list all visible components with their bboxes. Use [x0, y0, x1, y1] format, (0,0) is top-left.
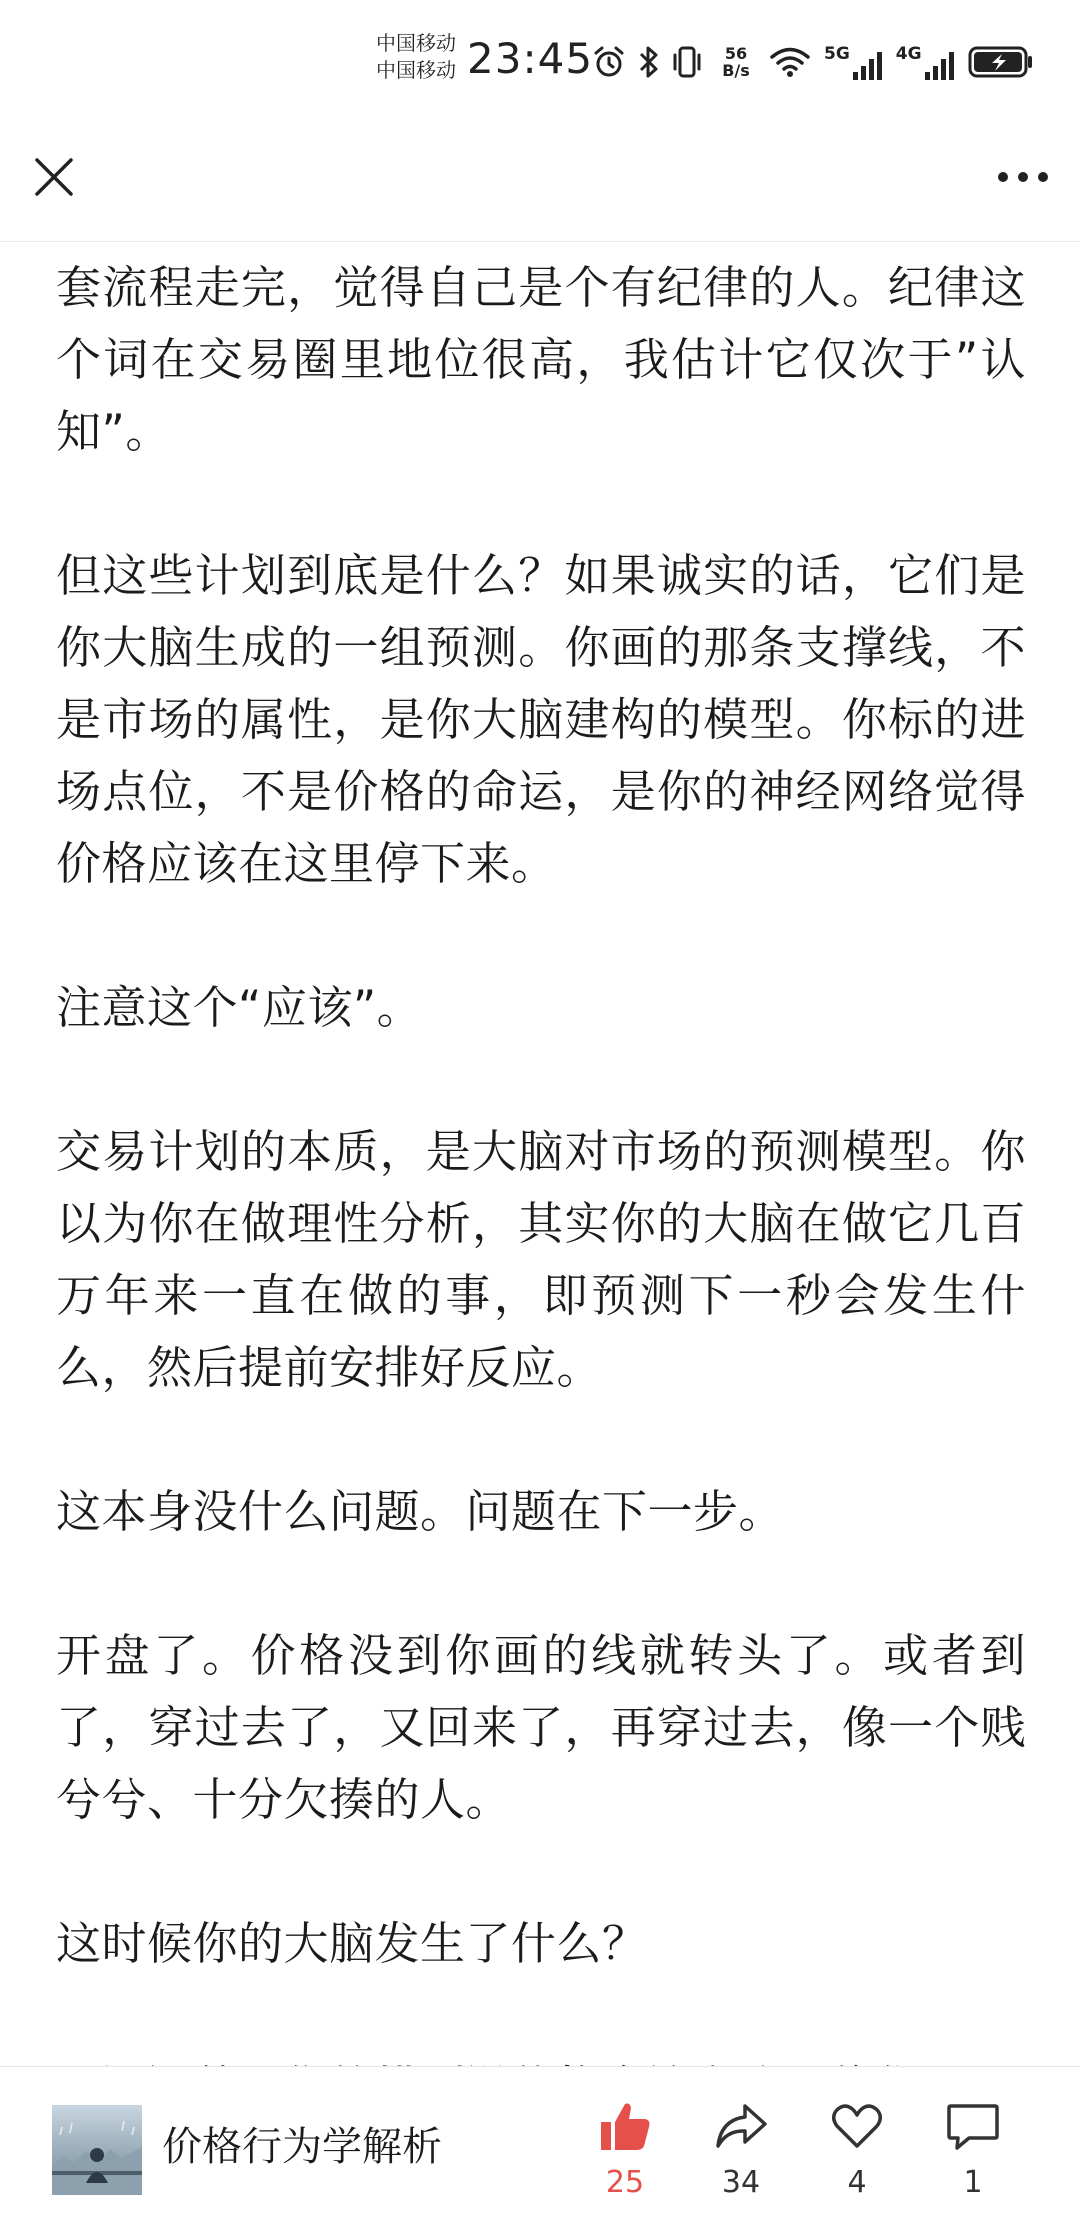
share-arrow-icon — [713, 2098, 769, 2154]
like-count: 25 — [605, 2165, 645, 2200]
carrier-1: 中国移动 — [376, 31, 456, 55]
carrier-labels — [376, 30, 456, 84]
article-header — [0, 125, 1080, 242]
heart-icon — [829, 2098, 885, 2154]
battery-charging-icon — [968, 45, 1034, 79]
favorite-button[interactable] — [812, 2095, 902, 2205]
bluetooth-icon — [638, 45, 660, 79]
signal-5g-icon — [824, 44, 882, 80]
close-button[interactable] — [26, 149, 82, 205]
signal-5g-label: 5G — [824, 44, 850, 64]
net-speed-unit: B/s — [722, 61, 750, 80]
share-button[interactable] — [696, 2095, 786, 2205]
article-paragraph: 但这些计划到底是什么？如果诚实的话，它们是你大脑生成的一组预测。你画的那条支撑线，不是市场的属性，是你大脑建构的模型。你标的进场点位，不是价格的命运，是你的神经网络觉得价格应该在这里停下来。 — [56, 549, 1026, 890]
comment-count: 1 — [963, 2165, 983, 2200]
net-speed — [716, 45, 756, 79]
author-name[interactable]: 价格行为学解析 — [162, 2124, 442, 2170]
article-paragraph: 交易计划的本质，是大脑对市场的预测模型。你以为你在做理性分析，其实你的大脑在做它几百万年来一直在做的事，即预测下一秒会发生什么，然后提前安排好反应。 — [56, 1125, 1026, 1394]
like-button[interactable] — [580, 2095, 670, 2205]
article-paragraph: 这时候你的大脑发生了什么？ — [56, 1917, 648, 1970]
favorite-count: 4 — [847, 2165, 867, 2200]
signal-4g-icon — [896, 44, 954, 80]
more-icon — [997, 171, 1049, 183]
article-body[interactable] — [0, 242, 1080, 2066]
thumbs-up-icon — [597, 2098, 653, 2154]
article-content — [56, 252, 1026, 2196]
article-paragraph: 这本身没什么问题。问题在下一步。 — [56, 1485, 785, 1538]
signal-4g-label: 4G — [895, 44, 922, 64]
article-paragraph: 开盘了。价格没到你画的线就转头了。或者到了，穿过去了，又回来了，再穿过去，像一个贱兮兮、十分欠揍的人。 — [56, 1629, 1026, 1826]
status-clock: 23:45 — [467, 34, 594, 83]
comment-button[interactable] — [928, 2095, 1018, 2205]
author-avatar[interactable] — [52, 2105, 142, 2195]
close-icon — [34, 157, 74, 197]
wifi-icon — [770, 46, 810, 78]
net-speed-value: 56 — [724, 44, 748, 63]
article-paragraph: 注意这个“应该”。 — [56, 981, 423, 1034]
status-bar — [0, 0, 1080, 125]
comment-bubble-icon — [945, 2098, 1001, 2154]
carrier-2: 中国移动 — [376, 58, 456, 82]
status-icons — [592, 42, 1034, 82]
vibrate-icon — [670, 45, 704, 79]
bottom-action-bar — [0, 2066, 1080, 2229]
more-button[interactable] — [990, 149, 1056, 205]
alarm-icon — [592, 45, 626, 79]
share-count: 34 — [721, 2165, 761, 2200]
article-paragraph: 套流程走完，觉得自己是个有纪律的人。纪律这个词在交易圈里地位很高，我估计它仅次于”认知”。 — [56, 261, 1026, 458]
